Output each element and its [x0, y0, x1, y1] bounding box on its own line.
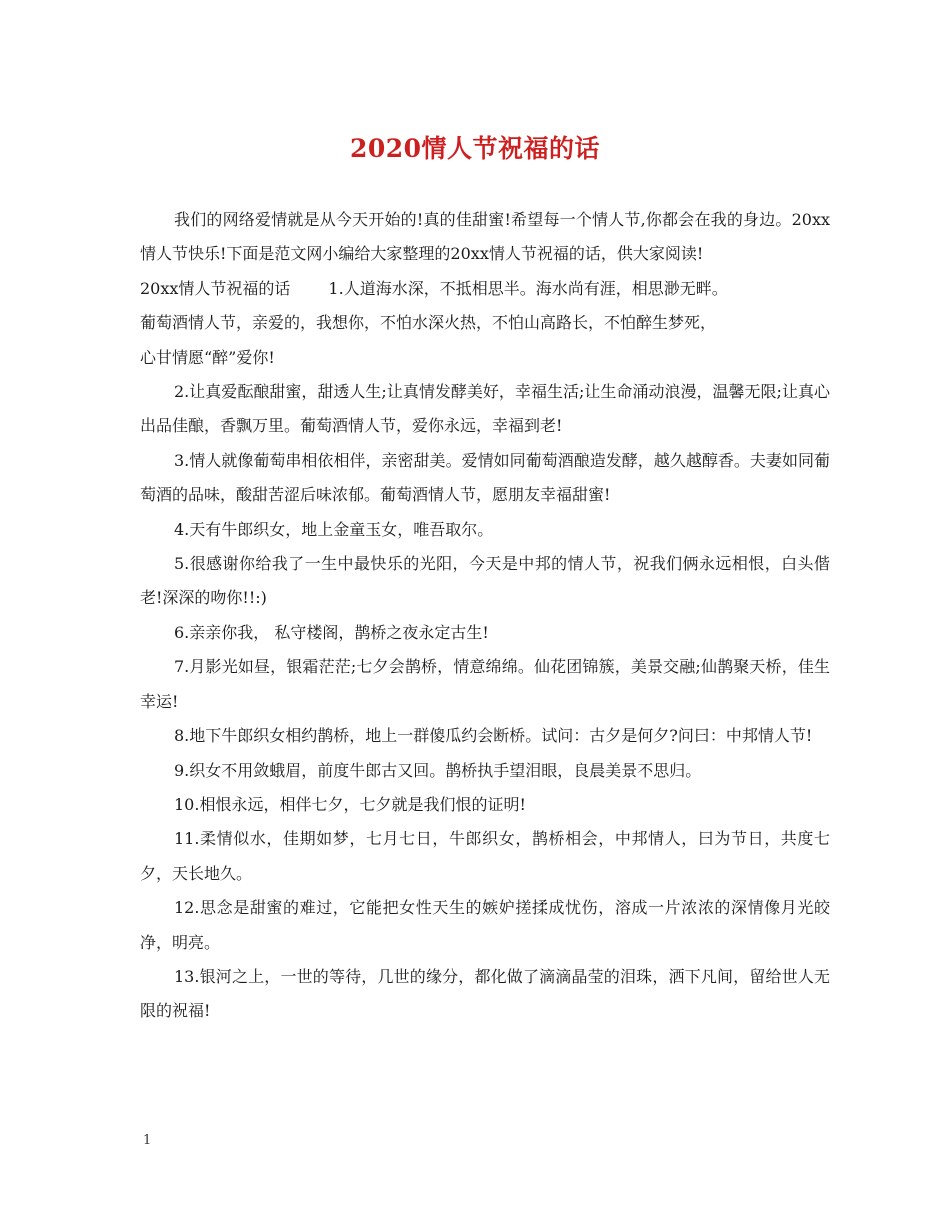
item-1-line-2: 葡萄酒情人节，亲爱的，我想你，不怕水深火热，不怕山高路长，不怕醉生梦死， — [140, 313, 717, 333]
section-heading: 20xx情人节祝福的话 — [140, 278, 291, 298]
item-1-line-3: 心甘情愿“醉”爱你! — [140, 347, 275, 367]
list-item: 8.地下牛郎织女相约鹊桥，地上一群傻瓜约会断桥。试问：古夕是何夕?问曰：中邦情人节! — [174, 726, 813, 746]
list-item: 11.柔情似水，佳期如梦，七月七日，牛郎织女，鹊桥相会，中邦情人，曰为节日，共度七夕，天长地久。 — [140, 829, 830, 883]
list-item: 9.织女不用敛蛾眉，前度牛郎古又回。鹊桥执手望泪眼，良晨美景不思归。 — [174, 760, 702, 780]
list-item: 4.天有牛郎织女，地上金童玉女，唯吾取尔。 — [174, 519, 494, 539]
list-item: 5.很感谢你给我了一生中最快乐的光阳，今天是中邦的情人节，祝我们俩永远相恨，白头偕老!深深的吻你!!:) — [140, 554, 830, 608]
document-body — [140, 203, 830, 1029]
document-title: 2020情人节祝福的话 — [349, 134, 601, 163]
list-item: 6.亲亲你我， 私守楼阁，鹊桥之夜永定古生! — [174, 622, 489, 642]
list-item: 13.银河之上，一世的等待，几世的缘分，都化做了滴滴晶莹的泪珠，洒下凡间，留给世人无限的祝福! — [140, 966, 830, 1021]
page-number: 1 — [143, 1133, 152, 1148]
intro-paragraph: 我们的网络爱情就是从今天开始的!真的佳甜蜜!希望每一个情人节,你都会在我的身边。20xx情人节快乐!下面是范文网小编给大家整理的20xx情人节祝福的话，供大家阅读! — [140, 210, 830, 264]
list-item: 12.思念是甜蜜的难过，它能把女性天生的嫉妒搓揉成忧伤，溶成一片浓浓的深情像月光皎净，明亮。 — [140, 898, 830, 952]
list-item: 3.情人就像葡萄串相依相伴，亲密甜美。爱情如同葡萄酒酿造发酵，越久越醇香。夫妻如同葡萄酒的品味，酸甜苦涩后味浓郁。葡萄酒情人节，愿朋友幸福甜蜜! — [140, 450, 830, 505]
list-item: 7.月影光如昼，银霜茫茫;七夕会鹊桥，情意绵绵。仙花团锦簇，美景交融;仙鹊聚天桥，佳生幸运! — [140, 657, 830, 711]
list-item: 2.让真爱酝酿甜蜜，甜透人生;让真情发酵美好，幸福生活;让生命涌动浪漫，温馨无限;让真心出品佳酿，香飘万里。葡萄酒情人节，爱你永远，幸福到老! — [140, 382, 830, 436]
item-1-line-1: 1.人道海水深，不抵相思半。海水尚有涯，相思渺无畔。 — [328, 278, 728, 298]
list-item: 10.相恨永远，相伴七夕，七夕就是我们恨的证明! — [174, 794, 526, 814]
section-heading-line — [140, 272, 830, 306]
